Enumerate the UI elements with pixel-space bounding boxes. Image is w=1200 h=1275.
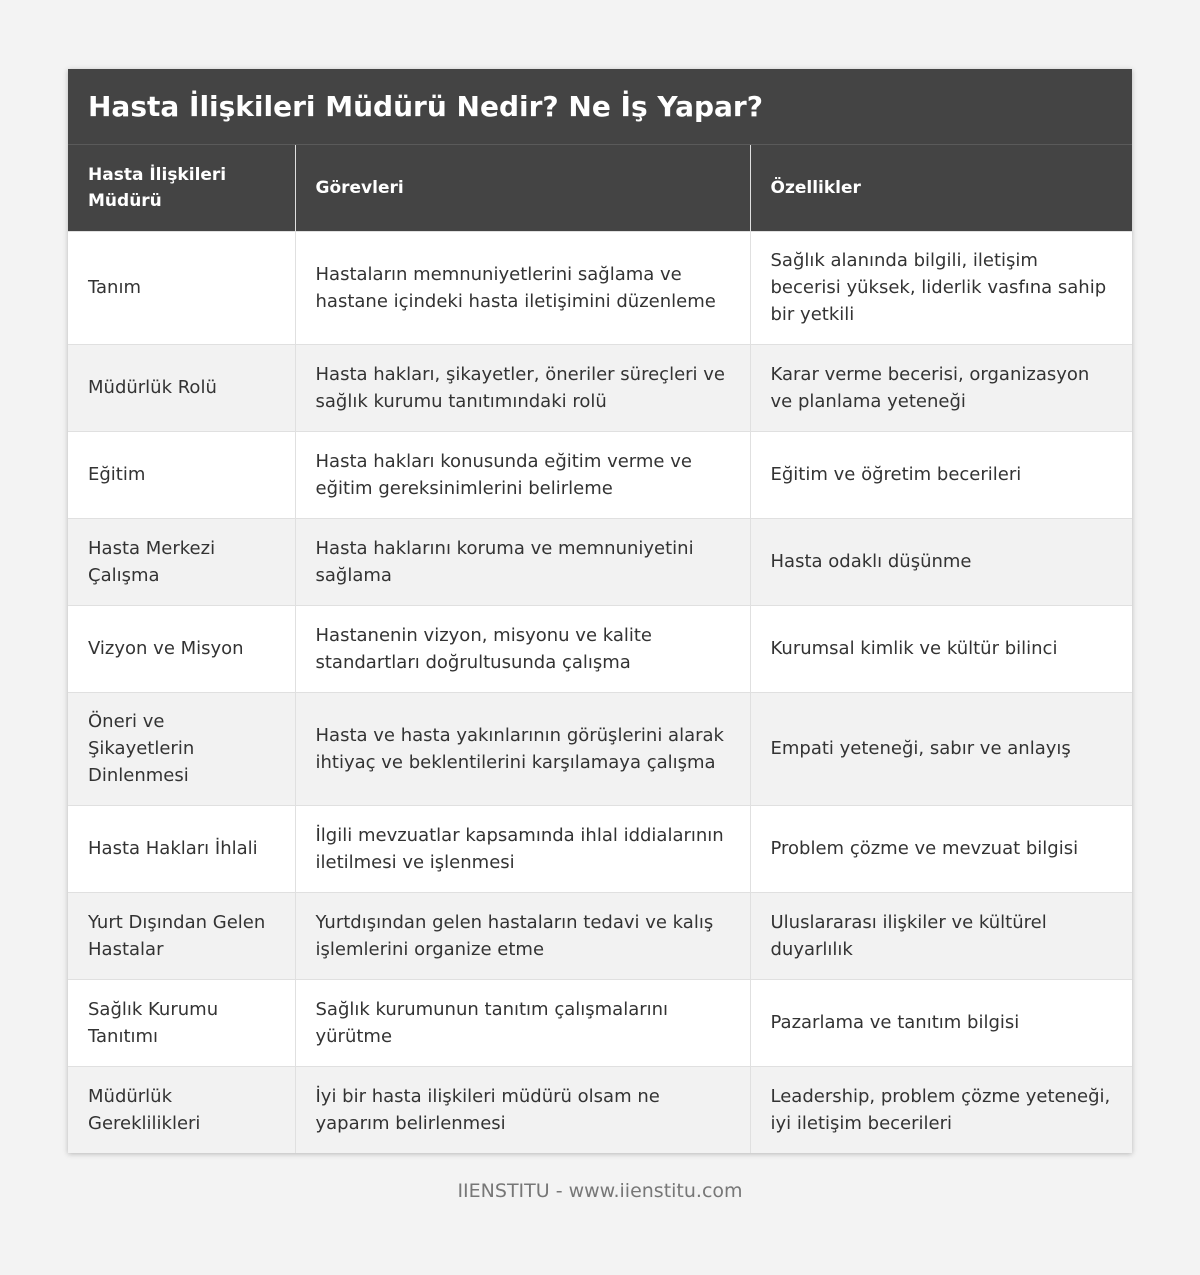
footer-credit: IIENSTITU - www.iienstitu.com: [457, 1180, 743, 1202]
page-title: Hasta İlişkileri Müdürü Nedir? Ne İş Yapar?: [68, 69, 1132, 145]
feature-cell: Sağlık alanında bilgili, iletişim becerisi yüksek, liderlik vasfına sahip bir yetkili: [750, 231, 1132, 344]
row-label-cell: Vizyon ve Misyon: [68, 605, 295, 692]
duty-cell: İyi bir hasta ilişkileri müdürü olsam ne yaparım belirlenmesi: [295, 1066, 750, 1153]
feature-cell: Leadership, problem çözme yeteneği, iyi iletişim becerileri: [750, 1066, 1132, 1153]
column-header-features: Özellikler: [750, 145, 1132, 231]
row-label-cell: Müdürlük Gereklilikleri: [68, 1066, 295, 1153]
row-label-cell: Tanım: [68, 231, 295, 344]
feature-cell: Problem çözme ve mevzuat bilgisi: [750, 805, 1132, 892]
feature-cell: Hasta odaklı düşünme: [750, 518, 1132, 605]
row-label-cell: Hasta Merkezi Çalışma: [68, 518, 295, 605]
duty-cell: İlgili mevzuatlar kapsamında ihlal iddialarının iletilmesi ve işlenmesi: [295, 805, 750, 892]
duty-cell: Hastaların memnuniyetlerini sağlama ve hastane içindeki hasta iletişimini düzenleme: [295, 231, 750, 344]
column-header-duties: Görevleri: [295, 145, 750, 231]
feature-cell: Kurumsal kimlik ve kültür bilinci: [750, 605, 1132, 692]
feature-cell: Eğitim ve öğretim becerileri: [750, 431, 1132, 518]
row-label-cell: Hasta Hakları İhlali: [68, 805, 295, 892]
duty-cell: Hasta ve hasta yakınlarının görüşlerini alarak ihtiyaç ve beklentilerini karşılamaya çalışma: [295, 692, 750, 805]
data-table: [68, 145, 1132, 1153]
row-label-cell: Eğitim: [68, 431, 295, 518]
table-row: [68, 518, 1132, 605]
table-row: [68, 892, 1132, 979]
row-label-cell: Öneri ve Şikayetlerin Dinlenmesi: [68, 692, 295, 805]
feature-cell: Karar verme becerisi, organizasyon ve planlama yeteneği: [750, 344, 1132, 431]
feature-cell: Pazarlama ve tanıtım bilgisi: [750, 979, 1132, 1066]
feature-cell: Empati yeteneği, sabır ve anlayış: [750, 692, 1132, 805]
table-card: [68, 69, 1132, 1153]
duty-cell: Hasta haklarını koruma ve memnuniyetini sağlama: [295, 518, 750, 605]
duty-cell: Yurtdışından gelen hastaların tedavi ve kalış işlemlerini organize etme: [295, 892, 750, 979]
duty-cell: Hastanenin vizyon, misyonu ve kalite standartları doğrultusunda çalışma: [295, 605, 750, 692]
table-row: [68, 231, 1132, 344]
duty-cell: Sağlık kurumunun tanıtım çalışmalarını yürütme: [295, 979, 750, 1066]
column-header-manager: Hasta İlişkileri Müdürü: [68, 145, 295, 231]
table-row: [68, 692, 1132, 805]
table-row: [68, 605, 1132, 692]
row-label-cell: Yurt Dışından Gelen Hastalar: [68, 892, 295, 979]
table-row: [68, 431, 1132, 518]
feature-cell: Uluslararası ilişkiler ve kültürel duyarlılık: [750, 892, 1132, 979]
table-row: [68, 979, 1132, 1066]
table-row: [68, 344, 1132, 431]
table-row: [68, 1066, 1132, 1153]
duty-cell: Hasta hakları, şikayetler, öneriler süreçleri ve sağlık kurumu tanıtımındaki rolü: [295, 344, 750, 431]
row-label-cell: Sağlık Kurumu Tanıtımı: [68, 979, 295, 1066]
duty-cell: Hasta hakları konusunda eğitim verme ve eğitim gereksinimlerini belirleme: [295, 431, 750, 518]
table-row: [68, 805, 1132, 892]
row-label-cell: Müdürlük Rolü: [68, 344, 295, 431]
table-header-row: [68, 145, 1132, 231]
